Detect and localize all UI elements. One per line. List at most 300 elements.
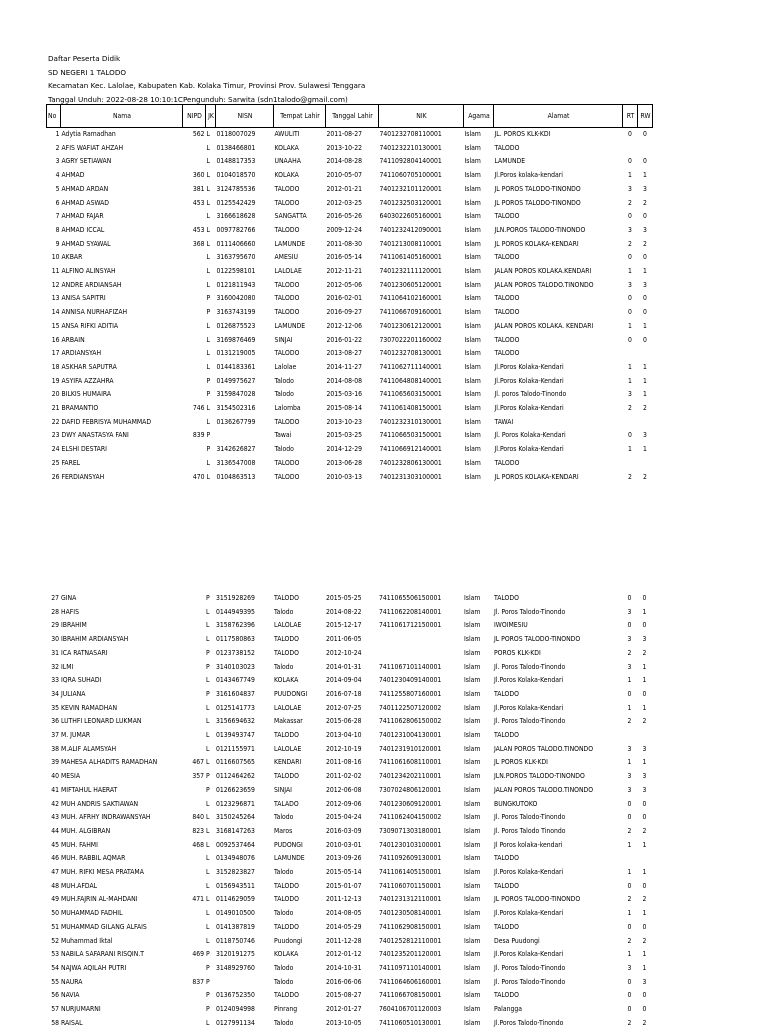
cell-nisn: 0149010500 (216, 909, 255, 918)
cell-rt: 1 (627, 950, 632, 959)
cell-nipd (182, 592, 205, 606)
cell-rw: 0 (642, 991, 647, 1000)
cell-nipd (183, 320, 206, 334)
cell-alamat: JLN.POROS TALODO-TINONDO (494, 772, 585, 781)
cell-no: 51 (51, 922, 59, 931)
cell-nama: AHMAD ICCAL (61, 225, 105, 234)
cell-rt: 0 (627, 1005, 632, 1014)
cell-nama: MUH. FAHMI (61, 840, 98, 849)
cell-alamat: Jl.Poros kolaka-kendari (494, 171, 563, 180)
cell-nipd: 453 (192, 225, 205, 234)
cell-nisn: 0111406660 (216, 239, 256, 248)
cell-jk: P (206, 308, 211, 317)
cell-nik: 7309071303180001 (379, 826, 442, 835)
cell-rt: 0 (627, 991, 632, 1000)
cell-nipd (182, 1003, 205, 1017)
table-row (46, 756, 652, 770)
cell-alamat: JALAN POROS TALODO.TINONDO (494, 280, 594, 289)
cell-rw: 0 (643, 130, 647, 138)
student-table-page-2 (46, 592, 652, 1031)
cell-jk: L (206, 239, 210, 248)
cell-nama: IQRA SUHADI (61, 676, 102, 685)
cell-rw: 3 (643, 225, 647, 234)
cell-tanggal-lahir: 2015-08-27 (326, 991, 362, 1000)
cell-nik: 7411060510130001 (379, 1018, 442, 1027)
cell-alamat: TALODO (494, 458, 520, 467)
cell-rt: 1 (627, 703, 632, 712)
cell-tempat-lahir: AMESIU (274, 253, 298, 262)
cell-tempat-lahir: Lalomba (274, 404, 301, 413)
cell-nama: JULIANA (61, 689, 86, 698)
cell-no: 22 (51, 417, 60, 426)
cell-nama: NURJUMARNI (61, 1005, 101, 1014)
cell-nipd (182, 619, 205, 633)
table-row (46, 770, 652, 784)
cell-nik: 7411061405150001 (379, 868, 442, 877)
table-row (46, 948, 652, 962)
cell-nama: ANNISA NURHAFIZAH (61, 308, 128, 317)
cell-nik: 7411065603150001 (379, 390, 442, 399)
cell-no: 47 (51, 868, 59, 877)
cell-alamat: JALAN POROS TALODO.TINONDO (494, 744, 594, 753)
cell-no: 16 (51, 335, 60, 344)
cell-rw: 0 (642, 922, 647, 931)
cell-rw: 2 (643, 239, 647, 248)
cell-nik: 7401232310130001 (379, 417, 442, 426)
table-row (47, 471, 653, 485)
cell-alamat: TALODO (494, 881, 519, 890)
cell-alamat: TALODO (494, 294, 520, 303)
cell-nisn (215, 976, 273, 990)
cell-nama: M.ALIF ALAMSYAH (61, 744, 117, 753)
cell-jk: L (206, 676, 210, 685)
cell-nik: 7401232210130001 (379, 143, 442, 152)
cell-nik: 7401230605120001 (379, 280, 442, 289)
cell-rw: 1 (642, 758, 647, 767)
cell-agama: Islam (464, 253, 481, 262)
table-header-row (47, 105, 653, 128)
table-row (47, 292, 653, 306)
cell-nama: ANISA SAPITRI (61, 294, 106, 303)
table-row (46, 619, 652, 633)
cell-agama: Islam (464, 335, 481, 344)
cell-tempat-lahir: KOLAKA (274, 171, 299, 180)
cell-tempat-lahir: KOLAKA (274, 676, 299, 685)
cell-tanggal-lahir: 2015-05-25 (326, 594, 362, 602)
cell-tanggal-lahir: 2016-09-27 (326, 308, 363, 317)
cell-tempat-lahir: TALADO (274, 799, 299, 808)
table-row (46, 811, 652, 825)
cell-no: 11 (51, 267, 60, 276)
cell-nama: AFIS WAFIAT AHZAH (61, 143, 124, 152)
table-row (46, 729, 652, 743)
cell-nik: 7401231312110001 (379, 895, 442, 904)
cell-nipd (183, 279, 206, 293)
cell-nisn: 0123296871 (216, 799, 255, 808)
cell-jk: P (206, 772, 210, 781)
cell-nik: 7401234202110001 (379, 772, 442, 781)
cell-tanggal-lahir: 2012-11-21 (326, 267, 363, 276)
table-row (47, 320, 653, 334)
cell-agama: Islam (464, 1005, 481, 1014)
cell-nisn: 0125542429 (216, 198, 256, 207)
cell-jk: L (206, 731, 210, 740)
cell-nik: 7411092609130001 (379, 854, 442, 863)
cell-nipd (182, 674, 205, 688)
cell-jk: L (206, 225, 210, 234)
table-row (46, 743, 652, 757)
cell-tempat-lahir: TALODO (274, 881, 299, 890)
cell-rt: 3 (627, 607, 632, 616)
cell-nisn: 0112464262 (216, 772, 255, 781)
cell-nisn: 0117580863 (216, 635, 255, 644)
cell-tanggal-lahir: 2015-04-24 (326, 813, 362, 822)
cell-nisn: 0134948076 (216, 854, 255, 863)
cell-alamat: JLN.POROS TALODO-TINONDO (494, 225, 586, 234)
cell-rt: 0 (628, 335, 632, 344)
table-row (47, 169, 653, 183)
cell-tempat-lahir: TALODO (274, 895, 299, 904)
cell-no: 36 (51, 717, 59, 726)
column-header-nama: Nama (61, 105, 183, 128)
cell-alamat: Jl. Poros Talodo-Tinondo (494, 662, 566, 671)
cell-nisn: 3152823827 (216, 868, 255, 877)
cell-nama: NAJWA AQILAH PUTRI (61, 963, 127, 972)
cell-nipd (182, 798, 205, 812)
cell-nama: RAISAL (61, 1018, 83, 1027)
cell-nik: 7411064102160001 (379, 294, 442, 303)
cell-no: 1 (55, 130, 60, 138)
table-row (46, 921, 652, 935)
cell-jk: L (206, 321, 210, 330)
cell-nisn: 3166618628 (216, 212, 256, 221)
cell-nama: MIFTAHUL HAERAT (61, 785, 118, 794)
cell-alamat: Jl. poros Talodo-Tinondo (494, 390, 567, 399)
cell-rw: 1 (643, 171, 647, 180)
cell-nik: 7411062711140001 (379, 362, 442, 371)
cell-nama: MUHAMMAD GILANG ALFAIS (61, 922, 147, 931)
cell-nama: AHMAD SYAWAL (61, 239, 111, 248)
cell-no: 38 (51, 744, 59, 753)
cell-no: 15 (51, 321, 60, 330)
cell-nik: 7401232708110001 (379, 130, 442, 138)
cell-nisn: 0126875523 (216, 321, 256, 330)
cell-no: 12 (51, 280, 60, 289)
cell-rt: 0 (627, 689, 632, 698)
cell-nisn: 0124094998 (216, 1005, 255, 1014)
column-header-rw: RW (638, 105, 653, 128)
cell-agama: Islam (464, 813, 481, 822)
cell-nisn: 0143467749 (216, 676, 255, 685)
cell-tanggal-lahir: 2016-02-01 (326, 294, 363, 303)
cell-rt: 1 (627, 840, 632, 849)
cell-no: 56 (51, 991, 59, 1000)
cell-nisn: 0156943511 (216, 881, 255, 890)
cell-nipd: 823 (192, 826, 204, 835)
cell-tanggal-lahir: 2014-01-31 (326, 662, 362, 671)
cell-rw: 1 (643, 362, 647, 371)
cell-no: 41 (51, 785, 59, 794)
cell-agama: Islam (464, 731, 481, 740)
cell-agama: Islam (464, 689, 481, 698)
cell-agama: Islam (464, 991, 481, 1000)
cell-rw: 3 (642, 744, 647, 753)
cell-tanggal-lahir: 2012-05-06 (326, 280, 363, 289)
cell-rw: 1 (642, 909, 647, 918)
cell-nik: 7411092804140001 (379, 157, 442, 166)
cell-no: 45 (51, 840, 59, 849)
cell-tanggal-lahir: 2012-03-25 (326, 198, 363, 207)
cell-jk: L (206, 621, 210, 630)
cell-no: 14 (51, 308, 60, 317)
cell-tempat-lahir: TALODO (274, 225, 300, 234)
cell-nama: NAURA (61, 977, 83, 986)
table-row (47, 155, 653, 169)
cell-nik: 7307022201160002 (379, 335, 442, 344)
cell-rw: 0 (642, 689, 647, 698)
cell-rt: 1 (627, 868, 632, 877)
cell-agama: Islam (464, 758, 481, 767)
cell-alamat: Jl. Poros Talodo Tinondo (494, 826, 566, 835)
cell-nisn: 0116607565 (216, 758, 255, 767)
cell-nisn: 0138466801 (216, 143, 256, 152)
cell-rw: 0 (643, 212, 647, 221)
cell-jk: P (206, 390, 211, 399)
cell-nipd (182, 935, 205, 949)
cell-rt: 3 (627, 785, 632, 794)
cell-rw: 1 (642, 662, 647, 671)
cell-nipd (183, 292, 206, 306)
cell-no: 8 (55, 225, 60, 234)
cell-no: 23 (51, 431, 60, 440)
table-row (47, 429, 653, 443)
cell-tempat-lahir: LAMUNDE (274, 321, 306, 330)
cell-rw: 0 (643, 157, 647, 166)
cell-rw: 2 (642, 826, 647, 835)
cell-nisn: 3151928269 (216, 594, 255, 602)
table-row (46, 606, 652, 620)
cell-no: 32 (51, 662, 59, 671)
cell-no: 6 (55, 198, 60, 207)
cell-jk: L (206, 607, 210, 616)
cell-jk: L (206, 758, 210, 767)
cell-nisn: 3163743199 (216, 308, 256, 317)
cell-nipd: 467 (192, 758, 204, 767)
cell-nama: ASKHAR SAPUTRA (61, 362, 117, 371)
cell-rt: 1 (628, 362, 632, 371)
cell-nisn: 3148929760 (216, 963, 255, 972)
cell-agama: Islam (464, 922, 481, 931)
cell-rt: 3 (628, 184, 632, 193)
table-row (47, 279, 653, 293)
cell-alamat: Jl.Poros Kolaka-Kendari (494, 868, 564, 877)
cell-alamat: Jl.Poros Kolaka-Kendari (494, 950, 564, 959)
cell-alamat: JL POROS TALODO-TINONDO (494, 198, 581, 207)
cell-nipd (182, 852, 205, 866)
cell-tanggal-lahir: 2016-06-06 (326, 977, 362, 986)
cell-nik: 7401230508140001 (379, 909, 442, 918)
column-header-tanggal-lahir: Tanggal Lahir (326, 105, 379, 128)
cell-rw: 1 (642, 840, 647, 849)
cell-tempat-lahir: Talodo (274, 1018, 294, 1027)
cell-alamat: Jl. Poros Talodo-Tinondo (494, 813, 566, 822)
cell-alamat: Jl.Poros Kolaka-Kendari (494, 703, 564, 712)
cell-jk: L (206, 936, 210, 945)
cell-tanggal-lahir: 2016-03-09 (326, 826, 362, 835)
cell-tanggal-lahir: 2011-12-28 (326, 936, 362, 945)
column-header-nipd: NIPD (183, 105, 206, 128)
cell-rw: 1 (643, 376, 647, 385)
cell-rw: 2 (642, 936, 647, 945)
cell-no: 54 (51, 963, 59, 972)
cell-nipd (182, 907, 205, 921)
cell-no: 31 (51, 648, 59, 657)
cell-tanggal-lahir: 2010-03-13 (326, 472, 363, 481)
cell-nik: 7411061712150001 (379, 621, 442, 630)
cell-nama: MUH.FAJRIN AL-MAHDANI (61, 895, 138, 904)
cell-tanggal-lahir: 2011-08-30 (326, 239, 363, 248)
cell-nama: DWY ANASTASYA FANI (61, 431, 129, 440)
cell-agama: Islam (464, 854, 481, 863)
cell-nik: 7411062208140001 (379, 607, 442, 616)
cell-tempat-lahir: KOLAKA (274, 950, 299, 959)
cell-nama: ICA RATNASARI (61, 648, 108, 657)
cell-tempat-lahir: TALODO (274, 417, 300, 426)
cell-agama: Islam (464, 772, 481, 781)
cell-rt: 2 (628, 472, 632, 481)
cell-nik: 7411064606160001 (379, 977, 442, 986)
cell-tanggal-lahir: 2014-05-29 (326, 922, 362, 931)
cell-rt: 3 (628, 280, 632, 289)
cell-rt: 2 (627, 895, 632, 904)
cell-tempat-lahir: TALODO (274, 731, 299, 740)
cell-nik: 7411097110140001 (379, 963, 442, 972)
cell-alamat: Jl. Poros Talodo-Tinondo (494, 607, 566, 616)
table-row (46, 674, 652, 688)
cell-no: 46 (51, 854, 59, 863)
cell-agama: Islam (464, 826, 481, 835)
cell-nama: MUH. ALGIBRAN (61, 826, 111, 835)
cell-nama: Adytia Ramadhan (61, 130, 116, 138)
cell-nik: 7401232412090001 (379, 225, 442, 234)
cell-nisn: 0125141773 (216, 703, 255, 712)
cell-alamat: Jl. Poros Kolaka-Kendari (494, 431, 566, 440)
cell-alamat: TALODO (494, 991, 519, 1000)
cell-rt: 0 (628, 294, 632, 303)
cell-tanggal-lahir: 2013-10-23 (326, 417, 363, 426)
cell-no: 44 (51, 826, 59, 835)
table-row (47, 251, 653, 265)
table-row (46, 976, 652, 990)
cell-nik: 7401230612120001 (379, 321, 442, 330)
cell-rw: 0 (642, 594, 647, 602)
cell-rw: 2 (642, 1018, 647, 1027)
cell-agama: Islam (464, 431, 481, 440)
school-name: SD NEGERI 1 TALODO (48, 67, 127, 77)
cell-tempat-lahir: Talodo (274, 662, 294, 671)
cell-nipd (182, 633, 205, 647)
cell-rw (638, 416, 653, 430)
cell-agama: Islam (464, 267, 481, 276)
cell-alamat: JL POROS KOLAKA-KENDARI (494, 472, 579, 481)
cell-alamat: Jl.Poros Kolaka-Kendari (494, 404, 564, 413)
cell-tanggal-lahir: 2014-08-22 (326, 607, 362, 616)
cell-nipd (183, 361, 206, 375)
cell-rt: 1 (628, 321, 632, 330)
cell-jk: L (206, 362, 210, 371)
cell-rt: 0 (628, 253, 632, 262)
cell-tanggal-lahir: 2012-06-08 (326, 785, 362, 794)
cell-alamat: Jl.Poros Kolaka-Kendari (494, 445, 564, 454)
cell-tempat-lahir: TALODO (274, 458, 300, 467)
cell-tempat-lahir: SANGATTA (274, 212, 307, 221)
cell-no: 25 (51, 458, 60, 467)
cell-jk: L (206, 744, 210, 753)
cell-rt: 0 (627, 621, 632, 630)
cell-tempat-lahir: UNAAHA (274, 157, 301, 166)
cell-alamat: TALODO (494, 594, 519, 602)
cell-rt: 3 (627, 772, 632, 781)
cell-nama: FERDIANSYAH (61, 472, 105, 481)
cell-alamat: Palangga (494, 1005, 522, 1014)
cell-nama: HAFIS (61, 607, 79, 616)
cell-agama: Islam (464, 909, 481, 918)
cell-nama: IBRAHIM ARDIANSYAH (61, 635, 129, 644)
cell-no: 29 (51, 621, 59, 630)
cell-nisn: 0118007029 (216, 130, 256, 138)
cell-nipd (183, 251, 206, 265)
cell-no: 42 (51, 799, 59, 808)
cell-tempat-lahir: Talodo (274, 445, 294, 454)
cell-nama: KEVIN RAMADHAN (61, 703, 118, 712)
table-row (47, 402, 653, 416)
cell-nik: 7411067101140001 (379, 662, 442, 671)
cell-no: 57 (51, 1005, 59, 1014)
cell-nik: 7401230103100001 (379, 840, 442, 849)
cell-nipd (182, 661, 205, 675)
cell-no: 50 (51, 909, 59, 918)
cell-nisn: 0092537464 (216, 840, 255, 849)
cell-tanggal-lahir: 2013-10-05 (326, 1018, 362, 1027)
cell-no: 26 (51, 472, 60, 481)
cell-nik: 6403022605160001 (379, 212, 442, 221)
cell-nisn: 3161604837 (216, 689, 255, 698)
cell-nama: AHMAD (61, 171, 85, 180)
cell-tempat-lahir: LAMUNDE (274, 239, 306, 248)
cell-nik: 7411061405160001 (379, 253, 442, 262)
cell-nipd: 381 (192, 184, 205, 193)
cell-rw: 0 (643, 308, 647, 317)
cell-nipd (183, 265, 206, 279)
cell-nik: 7411061408150001 (379, 404, 442, 413)
cell-nipd: 470 (192, 472, 205, 481)
cell-alamat: TALODO (494, 689, 519, 698)
cell-agama: Islam (464, 171, 481, 180)
cell-rw: 1 (642, 963, 647, 972)
table-row (46, 715, 652, 729)
cell-no: 52 (51, 936, 59, 945)
cell-tempat-lahir: LALOLAE (274, 744, 302, 753)
cell-rw: 0 (643, 294, 647, 303)
cell-tempat-lahir: AWULITI (274, 130, 300, 138)
cell-nik: 7401231303100001 (379, 472, 442, 481)
cell-rw: 3 (643, 184, 647, 193)
cell-no: 53 (51, 950, 59, 959)
cell-rt: 1 (627, 676, 632, 685)
cell-nisn: 3158762396 (216, 621, 255, 630)
cell-agama: Islam (464, 744, 481, 753)
cell-nik: 7401231910120001 (379, 744, 442, 753)
